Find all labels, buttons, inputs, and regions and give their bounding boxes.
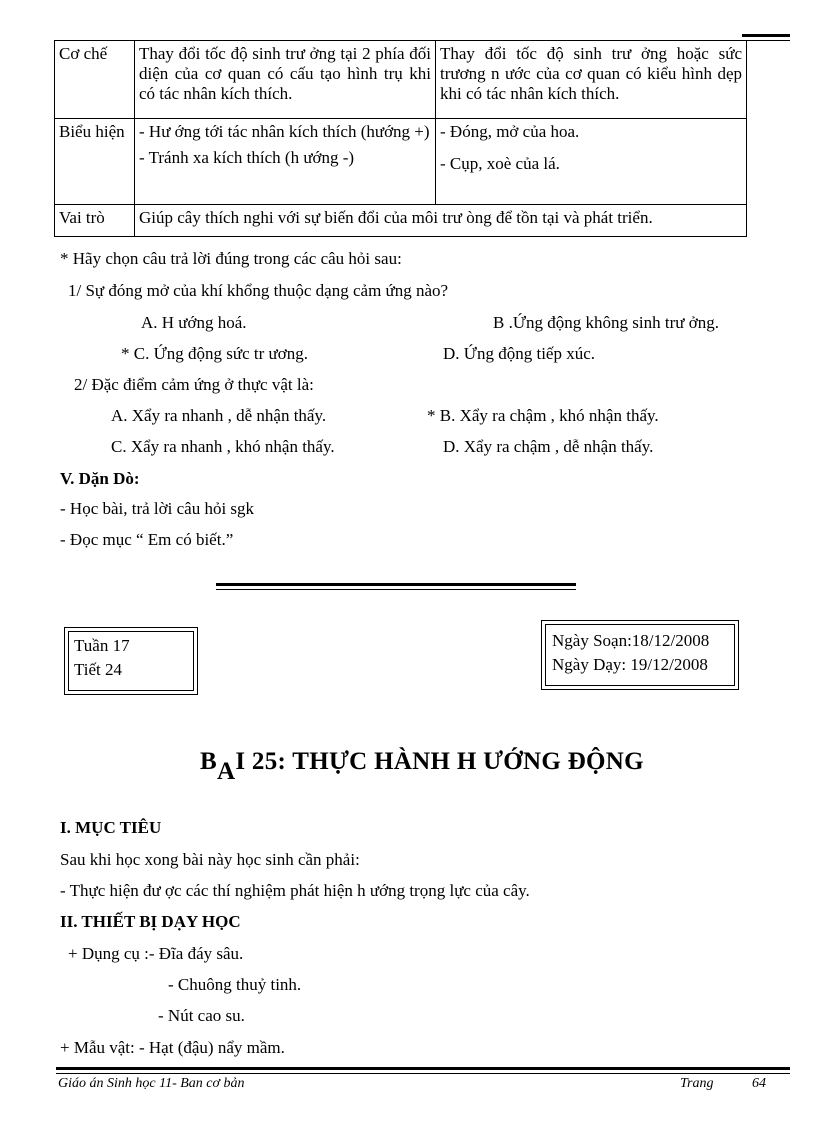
footer-page-label: Trang — [680, 1076, 714, 1091]
question-2: 2/ Đặc điểm cảm ứng ở thực vật là: — [74, 375, 314, 394]
cell-text: Vai trò — [59, 208, 105, 227]
week-period-box — [64, 627, 198, 695]
specimen-line: + Mẫu vật: - Hạt (đậu) nẩy mầm. — [60, 1038, 285, 1057]
answer-2c: C. Xẩy ra nhanh , khó nhận thấy. — [111, 437, 335, 456]
footer-rule-thin — [56, 1073, 790, 1074]
page-title — [200, 748, 644, 785]
answer-1d: D. Ứng động tiếp xúc. — [443, 344, 596, 363]
answer-2a: A. Xẩy ra nhanh , dễ nhận thấy. — [111, 406, 327, 425]
answer-2b: * B. Xẩy ra chậm , khó nhận thấy. — [427, 406, 659, 425]
table-row — [55, 205, 747, 237]
teach-date: Ngày Dạy: 19/12/2008 — [552, 655, 708, 674]
question-1: 1/ Sự đóng mở của khí khổng thuộc dạng cảm ứng nào? — [68, 281, 449, 300]
cell-text: Thay đổi tốc độ sinh trư ởng tại 2 phía đối diện của cơ quan có cấu tạo hình trụ khi có tác nhân kích thích. — [139, 44, 431, 103]
top-rule-thin — [742, 40, 790, 41]
section-heading-equipment: II. THIẾT BỊ DẠY HỌC — [60, 912, 241, 931]
objective-line: - Thực hiện đư ợc các thí nghiệm phát hiện h ướng trọng lực của cây. — [60, 881, 530, 900]
row-label — [55, 119, 135, 205]
week-label: Tuần 17 — [74, 636, 130, 655]
cell-text: Biểu hiện — [59, 122, 125, 141]
table-row — [55, 41, 747, 119]
row-label — [55, 205, 135, 237]
answer-1c: * C. Ứng động sức tr ương. — [121, 344, 308, 363]
tools-line: + Dụng cụ :- Đĩa đáy sâu. — [68, 944, 244, 963]
period-label: Tiết 24 — [74, 660, 123, 679]
table-cell — [135, 41, 436, 119]
answer-2d: D. Xẩy ra chậm , dễ nhận thấy. — [443, 437, 654, 456]
answer-1a: A. H ướng hoá. — [141, 313, 247, 332]
list-item: - Học bài, trả lời câu hỏi sgk — [60, 499, 255, 518]
objective-line: Sau khi học xong bài này học sinh cần phải: — [60, 850, 360, 869]
cell-text: Cơ chế — [59, 44, 108, 63]
cell-text: - Cụp, xoè của lá. — [440, 154, 560, 173]
footer-page-number: 64 — [752, 1076, 766, 1091]
footer-course: Giáo án Sinh học 11- Ban cơ bản — [58, 1076, 245, 1091]
quiz-intro: * Hãy chọn câu trả lời đúng trong các câu hỏi sau: — [60, 249, 402, 268]
section-heading-objectives: I. MỤC TIÊU — [60, 818, 162, 837]
separator-rule-thin — [216, 589, 576, 590]
table-cell — [436, 41, 747, 119]
tool-item: - Nút cao su. — [158, 1006, 245, 1025]
comparison-table — [54, 40, 747, 237]
title-rest: I 25: THỰC HÀNH H ƯỚNG ĐỘNG — [235, 748, 644, 775]
separator-rule — [216, 583, 576, 586]
footer-rule — [56, 1067, 790, 1070]
top-rule — [742, 34, 790, 37]
table-cell — [436, 119, 747, 205]
cell-text: - Đóng, mở của hoa. — [440, 122, 580, 141]
table-cell — [135, 119, 436, 205]
cell-text: - Tránh xa kích thích (h ướng -) — [139, 148, 355, 167]
prep-date: Ngày Soạn:18/12/2008 — [552, 631, 710, 650]
answer-1b: B .Ứng động không sinh trư ởng. — [493, 313, 719, 332]
table-row — [55, 119, 747, 205]
title-letter-b: B — [200, 748, 217, 775]
section-heading-dan-do: V. Dặn Dò: — [60, 469, 140, 488]
title-letter-a: A — [216, 758, 236, 785]
table-cell-merged — [135, 205, 747, 237]
cell-text: - Hư ớng tới tác nhân kích thích (hướng +) — [139, 122, 430, 141]
row-label — [55, 41, 135, 119]
dates-box — [541, 620, 739, 690]
cell-text: Thay đổi tốc độ sinh trư ởng hoặc sức trương n ước của cơ quan có kiểu hình dẹp khi có tác nhân kích thích. — [440, 44, 742, 103]
cell-text: Giúp cây thích nghi với sự biến đổi của môi trư òng để tồn tại và phát triển. — [139, 208, 653, 227]
list-item: - Đọc mục “ Em có biết.” — [60, 530, 234, 549]
tool-item: - Chuông thuỷ tinh. — [168, 975, 302, 994]
